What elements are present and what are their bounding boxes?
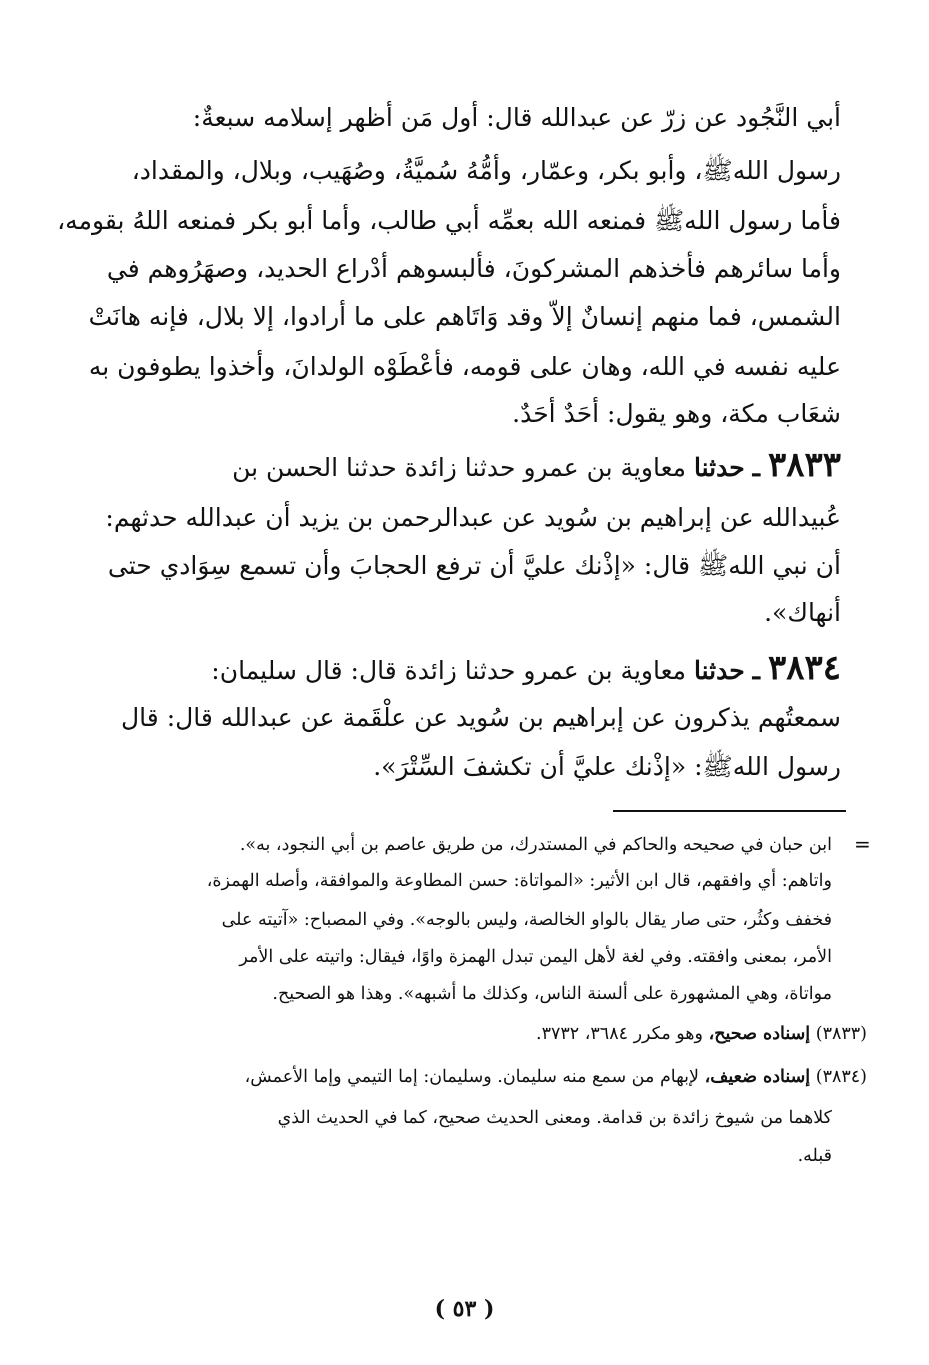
footnote-line: ابن حبان في صحيحه والحاكم في المستدرك، من طريق عاصم بن أبي النجود، به». — [239, 835, 832, 855]
text-line: شعَاب مكة، وهو يقول: أحَدٌ أحَدٌ. — [512, 399, 841, 428]
hadith-number: ٣٨٣٣ — [767, 445, 841, 485]
footnote-ref: (٣٨٣٤) — [815, 1067, 867, 1087]
text-line: رسول اللهﷺ، وأبو بكر، وعمّار، وأمُّهُ سُميَّةُ، وصُهَيب، وبلال، والمقداد، — [131, 156, 841, 185]
footnote-line: فخفف وكثُر، حتى صار يقال بالواو الخالصة، وليس بالوجه». وفي المصباح: «آتيته على — [221, 910, 832, 930]
hadith-chain: معاوية بن عمرو حدثنا زائدة قال: قال سليمان: — [211, 656, 687, 685]
footnote-3833 — [94, 1024, 867, 1046]
text-line: وأما سائرهم فأخذهم المشركونَ، فألبسوهم أدْراع الحديد، وصهَرُوهم في — [106, 254, 841, 283]
page-number: ( ٥٣ ) — [434, 1296, 495, 1322]
footnote-3834 — [94, 1067, 867, 1089]
footnote-grade: إسناده صحيح، — [708, 1024, 811, 1044]
hadith-chain: معاوية بن عمرو حدثنا زائدة حدثنا الحسن بن — [232, 453, 687, 482]
hadith-heading-3833 — [89, 445, 841, 486]
footnote-line: مواتاة، وهي المشهورة على ألسنة الناس، وكذلك ما أشبهه». وهذا هو الصحيح. — [272, 984, 832, 1004]
hadith-lead: حدثنا — [694, 656, 745, 685]
footnote-line: قبله. — [797, 1146, 832, 1166]
hadith-dash: ـ — [752, 453, 760, 482]
footnote-text: لإبهام من سمع منه سليمان. وسليمان: إما التيمي وإما الأعمش، — [244, 1067, 700, 1087]
text-line: فأما رسول اللهﷺ فمنعه الله بعمِّه أبي طالب، وأما أبو بكر فمنعه اللهُ بقومه، — [57, 206, 841, 235]
footnote-line: واتاهم: أي وافقهم، قال ابن الأثير: «المواتاة: حسن المطاوعة والموافقة، وأصله الهمزة، — [206, 871, 832, 891]
text-line: أبي النَّجُود عن زرّ عن عبدالله قال: أول مَن أظهر إسلامه سبعةٌ: — [192, 103, 841, 132]
text-line: سمعتُهم يذكرون عن إبراهيم بن سُويد عن علْقَمة عن عبدالله قال: قال — [121, 703, 841, 732]
hadith-dash: ـ — [752, 656, 760, 685]
text-line: عليه نفسه في الله، وهان على قومه، فأعْطَوْه الولدانَ، وأخذوا يطوفون به — [88, 352, 841, 381]
text-line: رسول اللهﷺ: «إذْنك عليَّ أن تكشفَ السِّتْرَ». — [373, 752, 841, 781]
continuation-mark: = — [854, 832, 871, 856]
hadith-lead: حدثنا — [694, 453, 745, 482]
text-line: عُبيدالله عن إبراهيم بن سُويد عن عبدالرحمن بن يزيد أن عبدالله حدثهم: — [105, 503, 841, 532]
footnote-rule — [613, 810, 846, 812]
text-line: الشمس، فما منهم إنسانٌ إلاّ وقد وَاتَاهم على ما أرادوا، إلا بلال، فإنه هانَتْ — [88, 302, 841, 331]
text-line: أنهاك». — [764, 598, 841, 627]
text-line: أن نبي اللهﷺ قال: «إذْنك عليَّ أن ترفع الحجابَ وأن تسمع سِوَادي حتى — [107, 551, 841, 580]
footnote-ref: (٣٨٣٣) — [815, 1024, 867, 1044]
hadith-number: ٣٨٣٤ — [767, 648, 841, 688]
hadith-heading-3834 — [89, 648, 841, 689]
footnote-line: كلاهما من شيوخ زائدة بن قدامة. ومعنى الحديث صحيح، كما في الحديث الذي — [277, 1108, 832, 1128]
footnote-grade: إسناده ضعيف، — [704, 1067, 811, 1087]
footnote-line: الأمر، بمعنى وافقته. وفي لغة لأهل اليمن تبدل الهمزة واوًا، فيقال: واتيته على الأمر — [239, 947, 832, 967]
footnote-text: وهو مكرر ٣٦٨٤، ٣٧٣٢. — [535, 1024, 703, 1044]
